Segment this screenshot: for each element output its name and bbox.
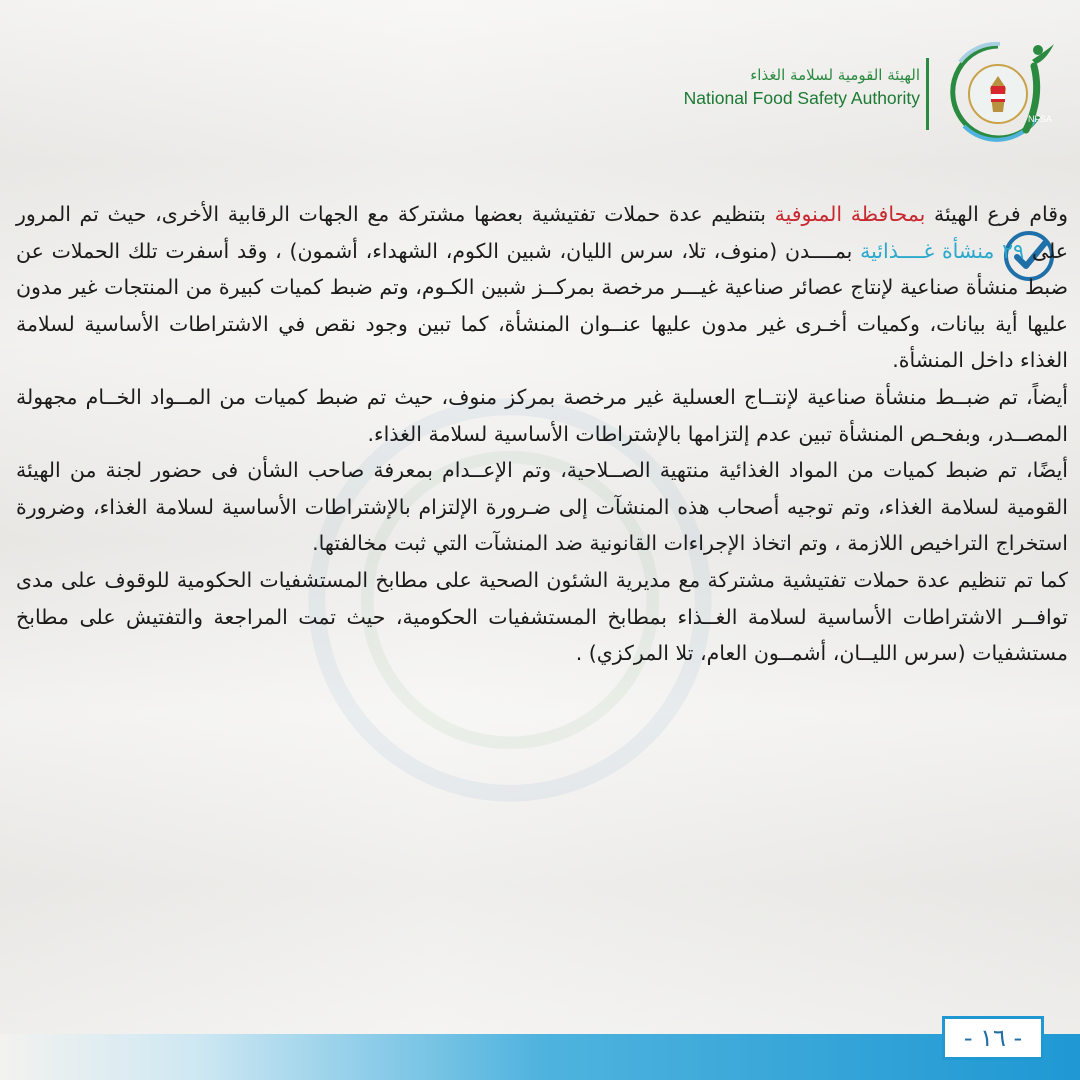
- paragraph-1-rest: بمــــدن (منوف، تلا، سرس الليان، شبين الكوم، الشهداء، أشمون) ، وقد أسفرت تلك الحملات عن ضبط منشأة صناعية لإنتاج عصائر صناعية غيـــر مرخصة بمركــز شبين الكـوم، وتم ضبط كميات كبيرة من المنتجات غير مدون عليها أية بيانات، وكميات أخـرى غير مدون عليها عنــوان المنشأة، كما تبين وجود نقص في الاشتراطات الأساسية لسلامة الغذاء داخل المنشأة.: [16, 238, 1068, 373]
- facility-count-highlight: ٢٩ منشأة غــــذائية: [860, 238, 1025, 263]
- paragraph-2: أيضاً، تم ضبــط منشأة صناعية لإنتــاج العسلية غير مرخصة بمركز منوف، حيث تم ضبط كميات من المــواد الخــام مجهولة المصــدر، وبفحـص المنشأة تبين عدم إلتزامها بالإشتراطات الأساسية لسلامة الغذاء.: [16, 384, 1068, 446]
- article-body: [16, 196, 1068, 672]
- logo-text: NFSA: [1028, 114, 1053, 124]
- paragraph-1: [16, 196, 1068, 379]
- governorate-highlight: بمحافظة المنوفية: [774, 202, 926, 226]
- paragraph-1-intro: وقام فرع الهيئة: [925, 202, 1068, 226]
- header-divider: [926, 58, 929, 130]
- org-name-arabic: الهيئة القومية لسلامة الغذاء: [750, 66, 920, 84]
- page-number: - ١٦ -: [942, 1016, 1044, 1060]
- paragraph-4: كما تم تنظيم عدة حملات تفتيشية مشتركة مع مديرية الشئون الصحية على مطابخ المستشفيات الحكومية للوقوف على مدى توافــر الاشتراطات الأساسية لسلامة الغــذاء بمطابخ المستشفيات الحكومية، حيث تمت المراجعة والتفتيش على مطابخ مستشفيات (سرس الليــان، أشمــون العام، تلا المركزي) .: [16, 567, 1068, 666]
- nfsa-logo-icon: [940, 38, 1060, 148]
- org-name-english: National Food Safety Authority: [683, 88, 920, 108]
- header: [640, 38, 1060, 148]
- paragraph-3: أيضًا، تم ضبط كميات من المواد الغذائية منتهية الصــلاحية، وتم الإعــدام بمعرفة صاحب الشأن فى حضور لجنة من الهيئة القومية لسلامة الغذاء، وتم توجيه أصحاب هذه المنشآت إلى ضـرورة الإلتزام بالإشتراطات الأساسية لسلامة الغذاء، وضرورة استخراج التراخيص اللازمة ، وتم اتخاذ الإجراءات القانونية ضد المنشآت التي ثبت مخالفتها.: [16, 458, 1068, 556]
- footer-bar: [0, 1034, 1080, 1080]
- paragraph-1-middle: بتنظيم عدة حملات تفتيشية بعضها مشتركة مع الجهات الرقابية الأخرى، حيث تم المرور على: [16, 202, 1068, 263]
